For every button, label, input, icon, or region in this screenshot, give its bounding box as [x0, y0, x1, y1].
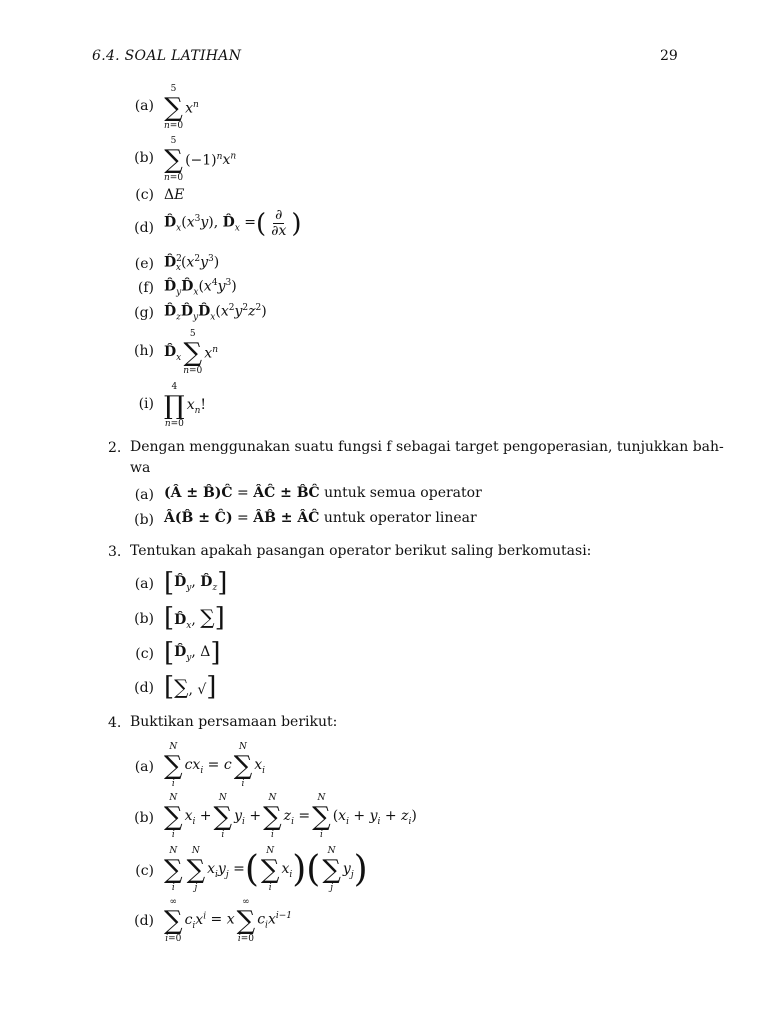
item-label: (c) — [135, 187, 154, 203]
item-label: (e) — [134, 256, 154, 272]
item-expression: [ ∑, √ ] — [164, 672, 217, 702]
item-expression: $D̂^2_x(x^2y^3)$ — [164, 254, 220, 274]
item-expression: [ $D̂_x$, ∑ ] — [164, 603, 225, 633]
item-expression: Â(B̂ ± Ĉ) = ÂB̂ ± ÂĈ untuk operator linear — [164, 510, 477, 526]
item-expression: $D̂_zD̂_yD̂_x(x^2y^2z^2)$ — [164, 303, 267, 323]
item-suffix: untuk operator linear — [323, 510, 477, 526]
problem-text-line: Buktikan persamaan berikut: — [130, 714, 338, 730]
item-label: (c) — [135, 863, 154, 879]
item-label: (a) — [134, 98, 154, 114]
item-label: (b) — [134, 150, 154, 166]
item-expression: [ $D̂_y$, $D̂_z$ ] — [164, 568, 228, 598]
problem-number: 2. — [108, 440, 122, 456]
running-header-page-number: 29 — [660, 48, 678, 64]
item-suffix: untuk semua operator — [324, 485, 482, 501]
item-expression: N ∑ i $cx_i = c$ N ∑ i $x_i$ — [164, 742, 266, 789]
item-label: (i) — [138, 396, 154, 412]
item-label: (h) — [134, 343, 154, 359]
item-expression: ∞ ∑ i=0 $c_ix^i = x$ ∞ ∑ i=0 $c_ix^{i-1}$ — [164, 897, 292, 944]
item-label: (d) — [134, 913, 154, 929]
item-label: (b) — [134, 611, 154, 627]
problem-number: 4. — [108, 715, 122, 731]
item-label: (c) — [135, 646, 154, 662]
item-label: (b) — [134, 512, 154, 528]
item-expression: 5 ∑ n=0 $x^n$ — [164, 84, 199, 131]
running-header-section: 6.4. SOAL LATIHAN — [92, 48, 242, 64]
item-label: (a) — [134, 759, 154, 775]
item-expression: $D̂_x(x^3y)$, $D̂_x$ = ( $\frac{\partial}{\partial x}$ ) — [164, 207, 302, 239]
item-expression: N ∑ i $x_i$ + N ∑ i $y_i$ + N ∑ i $z_i$ = N ∑ i $(x_i + y_i + z_i)$ — [164, 793, 417, 840]
problem-text-line: Tentukan apakah pasangan operator berikut saling berkomutasi: — [130, 543, 592, 559]
problem-text-line: wa — [130, 460, 151, 476]
item-expression: 4 ∏ n=0 $x_n$! — [164, 382, 207, 429]
item-label: (a) — [134, 576, 154, 592]
item-label: (d) — [134, 220, 154, 236]
item-label: (b) — [134, 810, 154, 826]
problem-number: 3. — [108, 544, 122, 560]
item-expression: 5 ∑ n=0 $(-1)^nx^n$ — [164, 136, 237, 183]
item-expression: (Â ± B̂)Ĉ = ÂĈ ± B̂Ĉ untuk semua operator — [164, 485, 482, 501]
item-expression: [ $D̂_y$, Δ ] — [164, 638, 221, 668]
item-label: (a) — [134, 487, 154, 503]
item-expression: $D̂_x$ 5 ∑ n=0 $x^n$ — [164, 329, 218, 376]
problem-text-line: Dengan menggunakan suatu fungsi f sebagai target pengoperasian, tunjukkan bah- — [130, 439, 724, 455]
item-label: (g) — [134, 305, 154, 321]
item-label: (d) — [134, 680, 154, 696]
item-label: (f) — [137, 280, 154, 296]
item-expression: $D̂_yD̂_x(x^4y^3)$ — [164, 278, 237, 298]
item-expression: ΔE — [164, 187, 185, 203]
item-expression: N ∑ i N ∑ j $x_iy_j$ = ( N ∑ i $x_i$ ) ( N ∑ j $y_j$ ) — [164, 846, 368, 893]
